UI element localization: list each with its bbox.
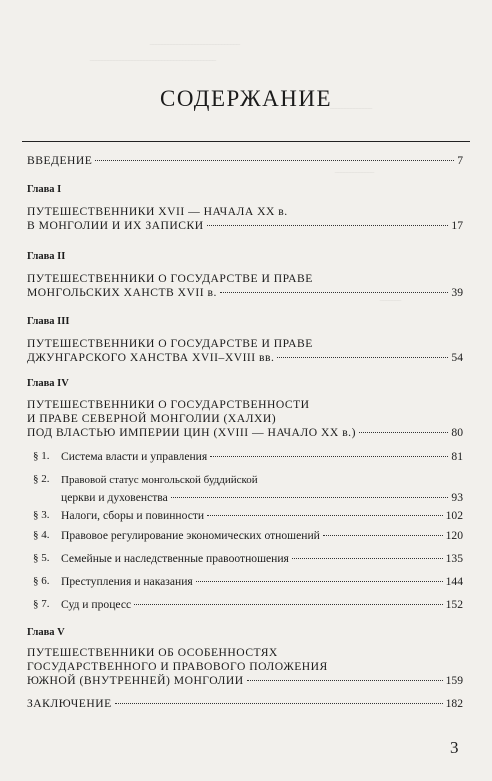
chapter-label: Глава I (27, 184, 62, 195)
dot-leader (207, 515, 442, 516)
page-number: 3 (450, 738, 459, 757)
section-number: § 3. (33, 509, 50, 521)
toc-entry-title: ЗАКЛЮЧЕНИЕ (27, 697, 112, 710)
toc-entry-title-line: ПУТЕШЕСТВЕННИКИ XVII — НАЧАЛА XX в. (27, 205, 288, 218)
toc-entry-intro[interactable] (27, 154, 463, 168)
toc-entry-title-line: ЮЖНОЙ (ВНУТРЕННЕЙ) МОНГОЛИИ (27, 674, 244, 687)
toc-entry-chapter-2[interactable] (27, 272, 463, 300)
section-number: § 5. (33, 552, 50, 564)
toc-page-number: 39 (451, 286, 463, 299)
dot-leader (323, 535, 443, 536)
toc-entry-title-line: ПУТЕШЕСТВЕННИКИ ОБ ОСОБЕННОСТЯХ (27, 646, 278, 659)
toc-page-number: 102 (445, 509, 463, 522)
show-through-block: ‾‾‾‾‾‾‾‾‾‾‾‾‾ (335, 172, 374, 182)
toc-entry-title-line: ПУТЕШЕСТВЕННИКИ О ГОСУДАРСТВЕННОСТИ (27, 398, 310, 411)
toc-entry-title-line: ДЖУНГАРСКОГО ХАНСТВА XVII–XVIII вв. (27, 351, 275, 364)
toc-section-3[interactable] (27, 509, 463, 523)
section-number: § 6. (33, 575, 50, 587)
toc-section-4[interactable] (27, 529, 463, 543)
chapter-label: Глава II (27, 251, 66, 262)
dot-leader (115, 703, 443, 704)
dot-leader (207, 225, 449, 226)
toc-entry-title-line: ПОД ВЛАСТЬЮ ИМПЕРИИ ЦИН (XVIII — НАЧАЛО XX в.) (27, 426, 356, 439)
show-through-block: ‾‾‾‾‾‾‾‾‾‾‾‾‾‾‾‾‾‾‾‾‾‾‾‾‾‾‾‾‾‾‾‾‾‾‾‾‾‾‾‾‾‾ (90, 60, 216, 70)
toc-entry-title-line: МОНГОЛЬСКИХ ХАНСТВ XVII в. (27, 286, 217, 299)
toc-section-6[interactable] (27, 575, 463, 589)
toc-entry-title-line: В МОНГОЛИИ И ИХ ЗАПИСКИ (27, 219, 204, 232)
section-number: § 4. (33, 529, 50, 541)
show-through-block: ‾‾‾‾‾‾‾ (380, 300, 401, 310)
toc-entry-title-line: ПУТЕШЕСТВЕННИКИ О ГОСУДАРСТВЕ И ПРАВЕ (27, 337, 313, 350)
toc-page-number: 81 (451, 450, 463, 463)
toc-page-number: 54 (451, 351, 463, 364)
toc-page-number: 159 (445, 674, 463, 687)
section-title: Преступления и наказания (61, 575, 193, 588)
toc-page-number: 17 (451, 219, 463, 232)
section-title: Система власти и управления (61, 450, 208, 463)
toc-section-7[interactable] (27, 598, 463, 612)
toc-page-number: 135 (445, 552, 463, 565)
dot-leader (196, 581, 443, 582)
dot-leader (277, 357, 448, 358)
toc-page-number: 7 (457, 154, 463, 167)
dot-leader (171, 497, 449, 498)
toc-entry-chapter-1[interactable] (27, 205, 463, 233)
section-number: § 1. (33, 450, 50, 462)
toc-page-number: 152 (445, 598, 463, 611)
dot-leader (210, 456, 448, 457)
section-title: Налоги, сборы и повинности (61, 509, 205, 522)
toc-page-number: 182 (445, 697, 463, 710)
toc-page-number: 80 (451, 426, 463, 439)
page-title: СОДЕРЖАНИЕ (159, 86, 332, 111)
toc-page-number: 93 (451, 491, 463, 504)
chapter-label: Глава IV (27, 378, 69, 389)
toc-section-1[interactable] (27, 450, 463, 464)
section-title: Суд и процесс (61, 598, 132, 611)
toc-entry-title-line: ГОСУДАРСТВЕННОГО И ПРАВОВОГО ПОЛОЖЕНИЯ (27, 660, 328, 673)
toc-entry-title-line: ПУТЕШЕСТВЕННИКИ О ГОСУДАРСТВЕ И ПРАВЕ (27, 272, 313, 285)
show-through-block: ‾‾‾‾‾‾‾‾‾‾‾‾‾‾‾‾‾‾‾‾‾‾‾‾‾‾‾‾‾‾ (150, 44, 240, 54)
chapter-label: Глава V (27, 627, 65, 638)
toc-section-5[interactable] (27, 552, 463, 566)
section-number: § 2. (33, 473, 50, 485)
toc-entry-chapter-4[interactable] (27, 398, 463, 440)
show-through-block: ‾‾‾‾‾‾‾‾‾‾‾‾‾‾ (330, 108, 372, 118)
section-title: церкви и духовенства (61, 491, 168, 504)
dot-leader (247, 680, 443, 681)
dot-leader (292, 558, 443, 559)
dot-leader (359, 432, 448, 433)
toc-page-number: 144 (445, 575, 463, 588)
dot-leader (95, 160, 454, 161)
toc-page-number: 120 (445, 529, 463, 542)
toc-entry-chapter-5[interactable] (27, 646, 463, 688)
toc-entry-title: ВВЕДЕНИЕ (27, 154, 93, 167)
section-title: Правовое регулирование экономических отношений (61, 529, 320, 542)
section-number: § 7. (33, 598, 50, 610)
section-title: Семейные и наследственные правоотношения (61, 552, 289, 565)
dot-leader (134, 604, 442, 605)
toc-section-2[interactable] (27, 473, 463, 505)
title-rule (22, 141, 470, 142)
toc-entry-chapter-3[interactable] (27, 337, 463, 365)
toc-entry-conclusion[interactable] (27, 697, 463, 711)
toc-entry-title-line: И ПРАВЕ СЕВЕРНОЙ МОНГОЛИИ (ХАЛХИ) (27, 412, 277, 425)
chapter-label: Глава III (27, 316, 70, 327)
section-title-line: Правовой статус монгольской буддийской (61, 474, 258, 486)
dot-leader (220, 292, 449, 293)
